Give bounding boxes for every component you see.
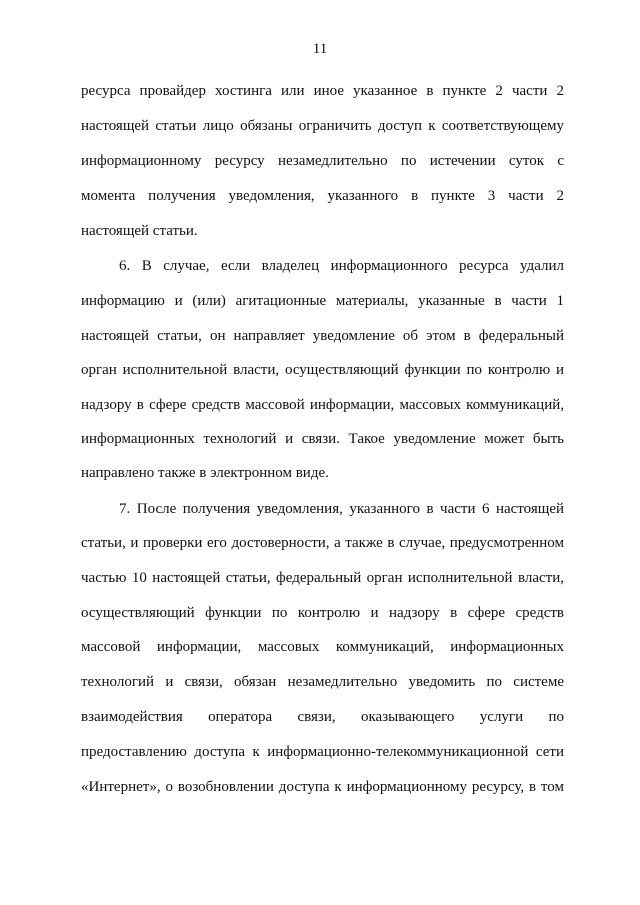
text-line: ресурса провайдер хостинга или иное указанное в пункте 2 части 2	[81, 83, 564, 99]
text-line: «Интернет», о возобновлении доступа к информационному ресурсу, в том	[81, 779, 564, 795]
text-line: настоящей статьи.	[81, 223, 198, 239]
text-line: 6. В случае, если владелец информационного ресурса удалил	[119, 258, 564, 274]
text-line: информационному ресурсу незамедлительно по истечении суток с	[81, 153, 564, 169]
text-line: частью 10 настоящей статьи, федеральный орган исполнительной власти,	[81, 570, 564, 586]
text-line: момента получения уведомления, указанного в пункте 3 части 2	[81, 188, 564, 204]
text-line: технологий и связи, обязан незамедлительно уведомить по системе	[81, 674, 564, 690]
text-line: статьи, и проверки его достоверности, а также в случае, предусмотренном	[81, 535, 564, 551]
page-number: 11	[312, 41, 328, 57]
text-line: информационных технологий и связи. Такое уведомление может быть	[81, 431, 564, 447]
text-line: взаимодействия оператора связи, оказывающего услуги по	[81, 709, 564, 725]
text-line: осуществляющий функции по контролю и надзору в сфере средств	[81, 605, 564, 621]
text-line: надзору в сфере средств массовой информации, массовых коммуникаций,	[81, 397, 564, 413]
text-line: массовой информации, массовых коммуникаций, информационных	[81, 639, 564, 655]
text-line: информацию и (или) агитационные материалы, указанные в части 1	[81, 293, 564, 309]
text-line: орган исполнительной власти, осуществляющий функции по контролю и	[81, 362, 564, 378]
text-line: 7. После получения уведомления, указанного в части 6 настоящей	[119, 501, 564, 517]
text-line: предоставлению доступа к информационно-телекоммуникационной сети	[81, 744, 564, 760]
text-line: настоящей статьи лицо обязаны ограничить доступ к соответствующему	[81, 118, 564, 134]
text-line: настоящей статьи, он направляет уведомление об этом в федеральный	[81, 328, 564, 344]
text-line: направлено также в электронном виде.	[81, 465, 329, 481]
